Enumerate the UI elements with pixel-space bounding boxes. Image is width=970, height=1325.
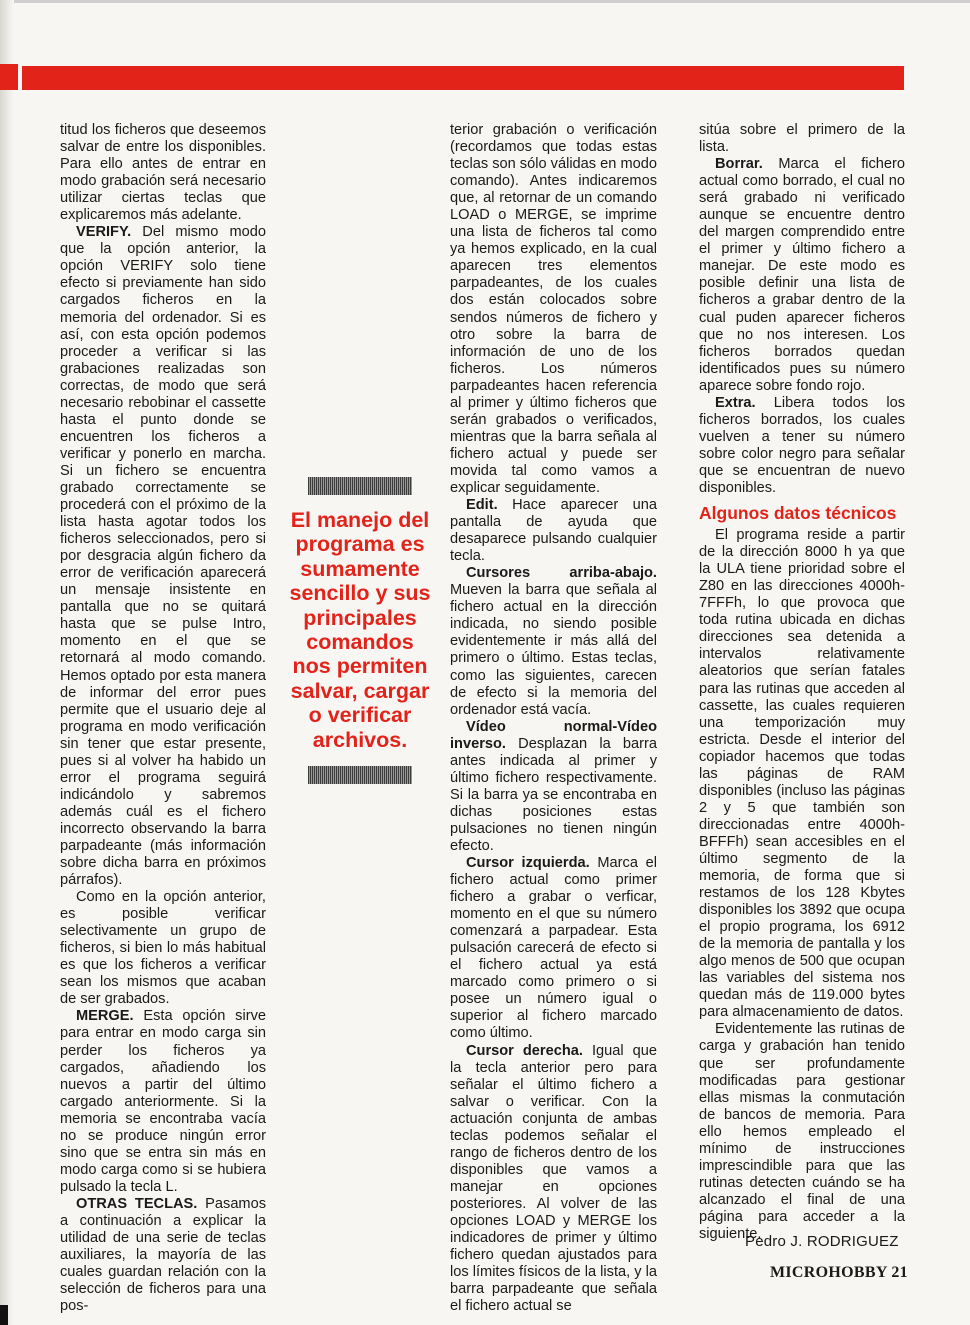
section-heading: Algunos datos técnicos	[699, 503, 897, 524]
paragraph-cursores	[450, 565, 657, 718]
pull-quote-text: El manejo del programa es sumamente sencillo y sus principales comandos nos permiten salvar, cargar o verificar archivos.	[289, 508, 431, 752]
paragraph-video	[450, 719, 657, 855]
keyword-video: Vídeo normal-Vídeo inverso.	[450, 718, 657, 752]
paragraph-text: Hace aparecer una pantalla de ayuda que desaparece pulsando cualquier tecla.	[450, 497, 657, 565]
text-column-3	[699, 122, 905, 1243]
left-red-mark	[0, 64, 18, 90]
keyword-cursores: Cursores arriba-abajo.	[466, 565, 657, 582]
pull-quote	[286, 477, 434, 784]
keyword-edit: Edit.	[466, 497, 498, 514]
paragraph-text: Igual que la tecla anterior pero para señalar el último fichero a salvar o verificar. Con la actuación conjunta de ambas teclas podemos señalar el rango de ficheros dentro de los disponibles que vamos a manejar en opciones posteriores. Al volver de las opciones LOAD y MERGE los indicadores de primer y último fichero quedan ajustados para los límites físicos de la lista, y la barra parpadeante que señala el fichero actual se	[450, 1042, 657, 1315]
paragraph-cursor-derecha	[450, 1043, 657, 1316]
keyword-cursor-derecha: Cursor derecha.	[466, 1042, 583, 1059]
paragraph: Como en la opción anterior, es posible verificar selectivamente un grupo de ficheros, si bien lo más habitual es que los ficheros a verificar sean los mismos que acaban de ser grabados.	[60, 889, 266, 1008]
paragraph-text: Libera todos los ficheros borrados, los cuales vuelven a tener su número sobre color negro para señalar que se encuentran de nuevo disponibles.	[699, 394, 905, 496]
page-footer: MICROHOBBY 21	[770, 1264, 908, 1281]
paragraph-text: Pasamos a continuación a explicar la utilidad de una serie de teclas auxiliares, la mayoría de las cuales guardan relación con la selección de ficheros para una pos-	[60, 1195, 267, 1315]
paragraph: terior grabación o verificación (recordamos que todas estas teclas son sólo válidas en modo comando). Antes indicaremos que, al retornar de un comando LOAD o MERGE, se imprime una lista de ficheros tal como ya hemos explicado, en la cual aparecen tres elementos parpadeantes, de los cuales dos están colocados sobre sendos números de fichero y otro sobre la barra de información de uno de los ficheros. Los números parpadeantes hacen referencia al primer y último ficheros que serán grabados o verificados, mientras que la barra señala al fichero actual y puede ser movida tal como vamos a explicar seguidamente.	[450, 122, 657, 496]
paragraph-text: Del mismo modo que la opción anterior, la opción VERIFY solo tiene efecto si previamente han sido cargados ficheros en la memoria del ordenador. Si es así, con esta opción podemos proceder a verificar si las grabaciones realizadas son correctas, de modo que será necesario rebobinar el cassette hasta el punto donde se encuentren los ficheros a verificar y ponerlo en marcha. Si un fichero se encuentra grabado correctamente se procederá con el próximo de la lista hasta agotar todos los ficheros seleccionados, pero si por desgracia algún fichero da error de verificación aparecerá un mensaje insistente en pantalla que no se quitará hasta que se pulse Intro, momento en el que se retornará al modo comando. Hemos optado por esta manera de informar del error pues permite que el usuario deje al programa en modo verificación sin tener que estar presente, pues si al volver ha habido un error el programa seguirá indicándolo y sabremos además cuál es el fichero incorrecto observando la barra parpadeante (más información sobre dicha barra en próximos párrafos).	[60, 224, 266, 889]
text-column-2	[450, 122, 657, 1315]
pull-quote-bar-top	[308, 477, 412, 495]
keyword-merge: MERGE.	[76, 1008, 134, 1025]
header-red-band	[22, 66, 904, 90]
text-column-1	[60, 122, 266, 1315]
keyword-otras-teclas: OTRAS TECLAS.	[76, 1195, 198, 1212]
paragraph-edit	[450, 497, 657, 565]
paragraph-extra	[699, 395, 905, 497]
pull-quote-bar-bottom	[308, 766, 412, 784]
paragraph-borrar	[699, 156, 905, 395]
paragraph-verify	[60, 224, 266, 889]
paragraph: El programa reside a partir de la dirección 8000 h ya que la ULA tiene prioridad sobre el Z80 en las direcciones 4000h-7FFFh, lo que provoca que toda rutina ubicada en dichas direcciones sea detenida a intervalos relativamente aleatorios que serían fatales para las rutinas que acceden al cassette, las cuales requieren una temporización muy estricta. Desde el interior del copiador hacemos que todas las páginas de RAM disponibles (incluso las páginas 2 y 5 que también son direccionadas entre 4000h-BFFFh) sean accesibles en el último segmento de la memoria, de forma que si restamos de los 128 Kbytes disponibles los 3892 que ocupa el propio programa, los 6912 de la memoria de pantalla y los algo menos de 500 que ocupan las variables del sistema nos quedan más de 119.000 bytes para almacenamiento de datos.	[699, 527, 905, 1021]
author-byline: Pedro J. RODRIGUEZ	[745, 1233, 899, 1250]
page-top-edge	[0, 0, 970, 3]
paragraph-text: Marca el fichero actual como primer fichero a grabar o verficar, momento en el que su número comenzará a parpadear. Esta pulsación carecerá de efecto si el fichero actual ya está marcado como primero o si posee un número igual o superior al fichero marcado como último.	[450, 855, 657, 1042]
page-binding-shadow	[0, 0, 14, 1325]
paragraph-merge	[60, 1008, 266, 1196]
paragraph-text: Marca el fichero actual como borrado, el cual no será grabado ni verificado aunque se encuentre dentro del margen comprendido entre el primer y último fichero a manejar. De este modo es posible definir una lista de ficheros a grabar dentro de la cual puden aparecer ficheros que no nos interesen. Los ficheros borrados quedan identificados pues su número aparece sobre fondo rojo.	[699, 156, 905, 394]
keyword-borrar: Borrar.	[715, 156, 763, 173]
left-black-mark	[0, 1305, 8, 1325]
paragraph-text: Mueven la barra que señala al fichero actual en la dirección indicada, no siendo posible evidentemente ir más allá del primero o último. Estas teclas, como las siguientes, carecen de efecto si la memoria del ordenador está vacía.	[450, 582, 657, 718]
paragraph: sitúa sobre el primero de la lista.	[699, 122, 905, 156]
keyword-verify: VERIFY.	[76, 224, 132, 241]
paragraph-cursor-izquierda	[450, 855, 657, 1043]
paragraph-otras-teclas	[60, 1196, 266, 1315]
paragraph: Evidentemente las rutinas de carga y grabación han tenido que ser profundamente modificadas para gestionar ellas mismas la conmutación de bancos de memoria. Para ello hemos empleado el mínimo de instrucciones imprescindible para que las rutinas detecten cuándo se ha alcanzado el final de una página para acceder a la siguiente.	[699, 1021, 905, 1242]
paragraph-text: Esta opción sirve para entrar en modo carga sin perder los ficheros ya cargados, añadiendo los nuevos a partir del último cargado anteriormente. Si la memoria se encontraba vacía no se produce ningún error sino que se entra sin más en modo carga como si se hubiera pulsado la tecla L.	[60, 1008, 266, 1195]
paragraph: titud los ficheros que deseemos salvar de entre los disponibles. Para ello antes de entrar en modo grabación será necesario utilizar ciertas teclas que explicaremos más adelante.	[60, 122, 266, 224]
paragraph-text: Desplazan la barra antes indicada al primer y último fichero respectivamente. Si la barra ya se encontraba en dichas posiciones estas pulsaciones no tienen ningún efecto.	[450, 735, 657, 854]
keyword-cursor-izquierda: Cursor izquierda.	[466, 855, 590, 872]
keyword-extra: Extra.	[715, 394, 756, 411]
